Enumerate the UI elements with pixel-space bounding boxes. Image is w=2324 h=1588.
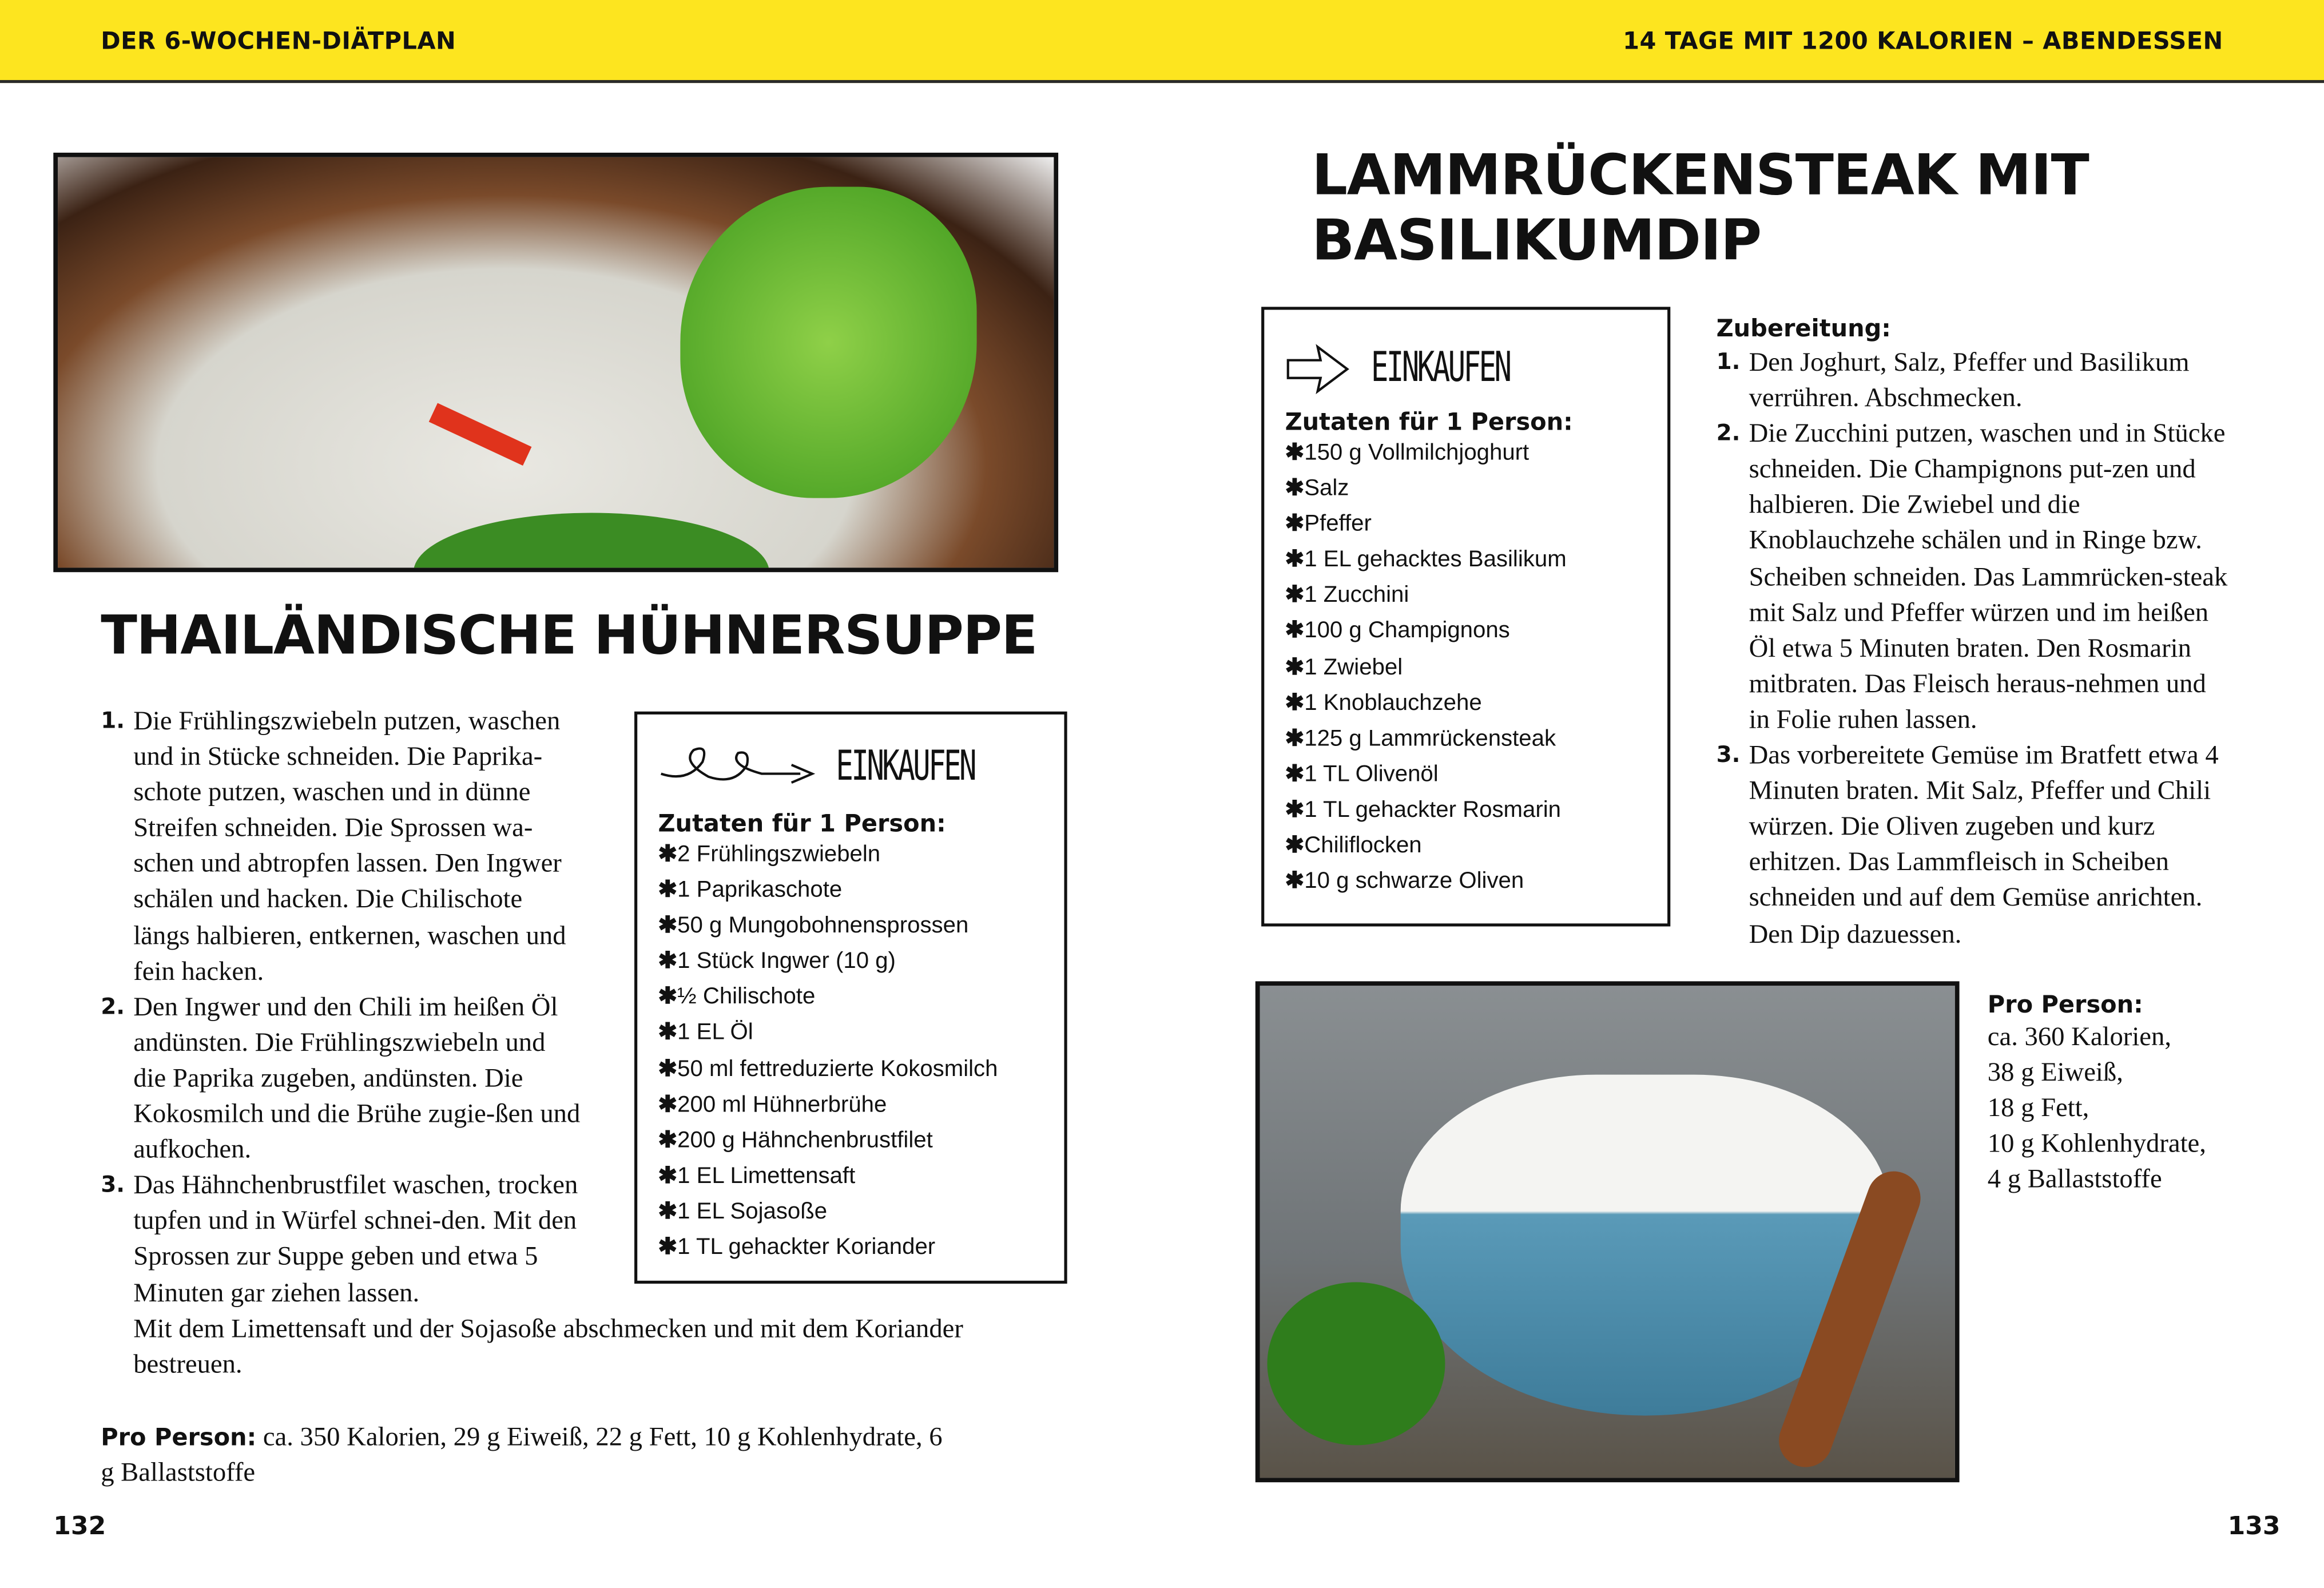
step: 1. Den Joghurt, Salz, Pfeffer und Basilikum verrühren. Abschmecken.: [1716, 347, 2190, 412]
page-number-left: 132: [53, 1512, 106, 1542]
ingredient: ✱ 10 g schwarze Oliven: [1285, 864, 1659, 900]
dip-photo: [1256, 981, 1960, 1482]
ingredient: ✱ Chiliflocken: [1285, 829, 1659, 864]
ingredient: ✱ 1 Knoblauchzehe: [1285, 686, 1659, 721]
ingredient: ✱ 50 ml fettreduzierte Kokosmilch: [658, 1052, 1049, 1087]
ingredient: ✱ 1 EL Öl: [658, 1016, 1049, 1051]
page-number-right: 133: [2227, 1512, 2281, 1542]
shopping-box-left: [634, 712, 1067, 1284]
shopping-box-right: [1261, 307, 1670, 926]
ingredient: ✱ 1 EL Sojasoße: [658, 1194, 1049, 1230]
ingredient: ✱ 200 ml Hühnerbrühe: [658, 1087, 1049, 1123]
einkaufen-heading: EINKAUFEN: [836, 741, 975, 791]
einkaufen-heading: EINKAUFEN: [1370, 342, 1510, 392]
ingredient: ✱ 200 g Hähnchenbrustfilet: [658, 1123, 1049, 1158]
ingredient: ✱ 125 g Lammrückensteak: [1285, 721, 1659, 757]
ingredient: ✱ 1 TL gehackter Koriander: [658, 1230, 1049, 1266]
steps-right: [1717, 344, 2228, 951]
ingredient: ✱ 100 g Champignons: [1285, 614, 1659, 650]
steps-left: [101, 702, 582, 1309]
running-header: [0, 0, 2324, 83]
step: 3. Das Hähnchenbrustfilet waschen, trocken tupfen und in Würfel schnei-den. Mit den Sprossen zur Suppe geben und etwa 5 Minuten gar ziehen lassen.: [101, 1170, 578, 1307]
ingredient-list: [658, 837, 1049, 1266]
ingredient: ✱ 1 TL Olivenöl: [1285, 757, 1659, 793]
ingredient: ✱ 150 g Vollmilchjoghurt: [1285, 436, 1659, 471]
header-right: 14 TAGE MIT 1200 KALORIEN – ABENDESSEN: [1623, 26, 2223, 55]
recipe-title-left: THAILÄNDISCHE HÜHNERSUPPE: [101, 606, 1038, 668]
ingredient: ✱ Salz: [1285, 471, 1659, 507]
coriander-leaf: [680, 186, 976, 498]
nutrition-left: Pro Person: ca. 350 Kalorien, 29 g Eiweiß, 22 g Fett, 10 g Kohlenhydrate, 6 g Ballaststoffe: [101, 1421, 943, 1487]
step3-continuation: Mit dem Limettensaft und der Sojasoße abschmecken und mit dem Koriander bestreuen.: [133, 1313, 963, 1379]
ingredient: ✱ Pfeffer: [1285, 507, 1659, 543]
arrow-icon: [1285, 343, 1353, 396]
ingredient: ✱ ½ Chilischote: [658, 980, 1049, 1016]
ingredient: ✱ 1 TL gehackter Rosmarin: [1285, 793, 1659, 828]
curly-arrow-icon: [658, 741, 821, 795]
soup-photo: [53, 153, 1058, 572]
prep-heading: Zubereitung:: [1716, 314, 1891, 343]
basil-leaves: [1267, 1282, 1445, 1445]
step: 2. Die Zucchini putzen, waschen und in Stücke schneiden. Die Champignons put-zen und halbieren. Die Zwiebel und die Knoblauchzehe schälen und in Ringe bzw. Scheiben schneiden. Das Lammrücken-steak mit Salz und Pfeffer würzen und im heißen Öl etwa 5 Minuten braten. Den Rosmarin mitbraten. Das Fleisch heraus-nehmen und in Folie ruhen lassen.: [1716, 418, 2228, 734]
chili-strip: [429, 403, 532, 466]
ingredients-heading: Zutaten für 1 Person:: [1285, 407, 1573, 436]
ingredient: ✱ 1 EL gehacktes Basilikum: [1285, 543, 1659, 578]
ingredient: ✱ 1 Zucchini: [1285, 579, 1659, 614]
ingredient: ✱ 1 Zwiebel: [1285, 650, 1659, 685]
ingredient: ✱ 1 EL Limettensaft: [658, 1159, 1049, 1194]
ingredient: ✱ 2 Frühlingszwiebeln: [658, 837, 1049, 873]
ingredient: ✱ 1 Stück Ingwer (10 g): [658, 944, 1049, 980]
step: 3. Das vorbereitete Gemüse im Bratfett etwa 4 Minuten braten. Mit Salz, Pfeffer und Chili würzen. Die Oliven zugeben und kurz erhitzen. Das Lammfleisch in Scheiben schneiden und auf dem Gemüse anrichten. Den Dip dazuessen.: [1716, 740, 2219, 948]
ingredients-heading: Zutaten für 1 Person:: [658, 809, 946, 838]
ingredient: ✱ 1 Paprikaschote: [658, 873, 1049, 908]
step: 1. Die Frühlingszwiebeln putzen, waschen und in Stücke schneiden. Die Paprika-schote putzen, waschen und in dünne Streifen schneiden. Die Sprossen wa-schen und abtropfen lassen. Den Ingwer schälen und hacken. Die Chilischote längs halbieren, entkernen, waschen und fein hacken.: [101, 705, 566, 986]
ingredient-list: [1285, 436, 1659, 900]
header-left: DER 6-WOCHEN-DIÄTPLAN: [101, 26, 456, 55]
recipe-title-right: LAMMRÜCKENSTEAK MIT BASILIKUMDIP: [1312, 142, 2089, 273]
ingredient: ✱ 50 g Mungobohnensprossen: [658, 909, 1049, 944]
basil-leaf: [414, 513, 769, 573]
step: 2. Den Ingwer und den Chili im heißen Öl andünsten. Die Frühlingszwiebeln und die Paprika zugeben, andünsten. Die Kokosmilch und die Brühe zugie-ßen und aufkochen.: [101, 991, 581, 1164]
nutrition-right: Pro Person: ca. 360 Kalorien, 38 g Eiweiß, 18 g Fett, 10 g Kohlenhydrate, 4 g Ballaststoffe: [1987, 990, 2206, 1194]
